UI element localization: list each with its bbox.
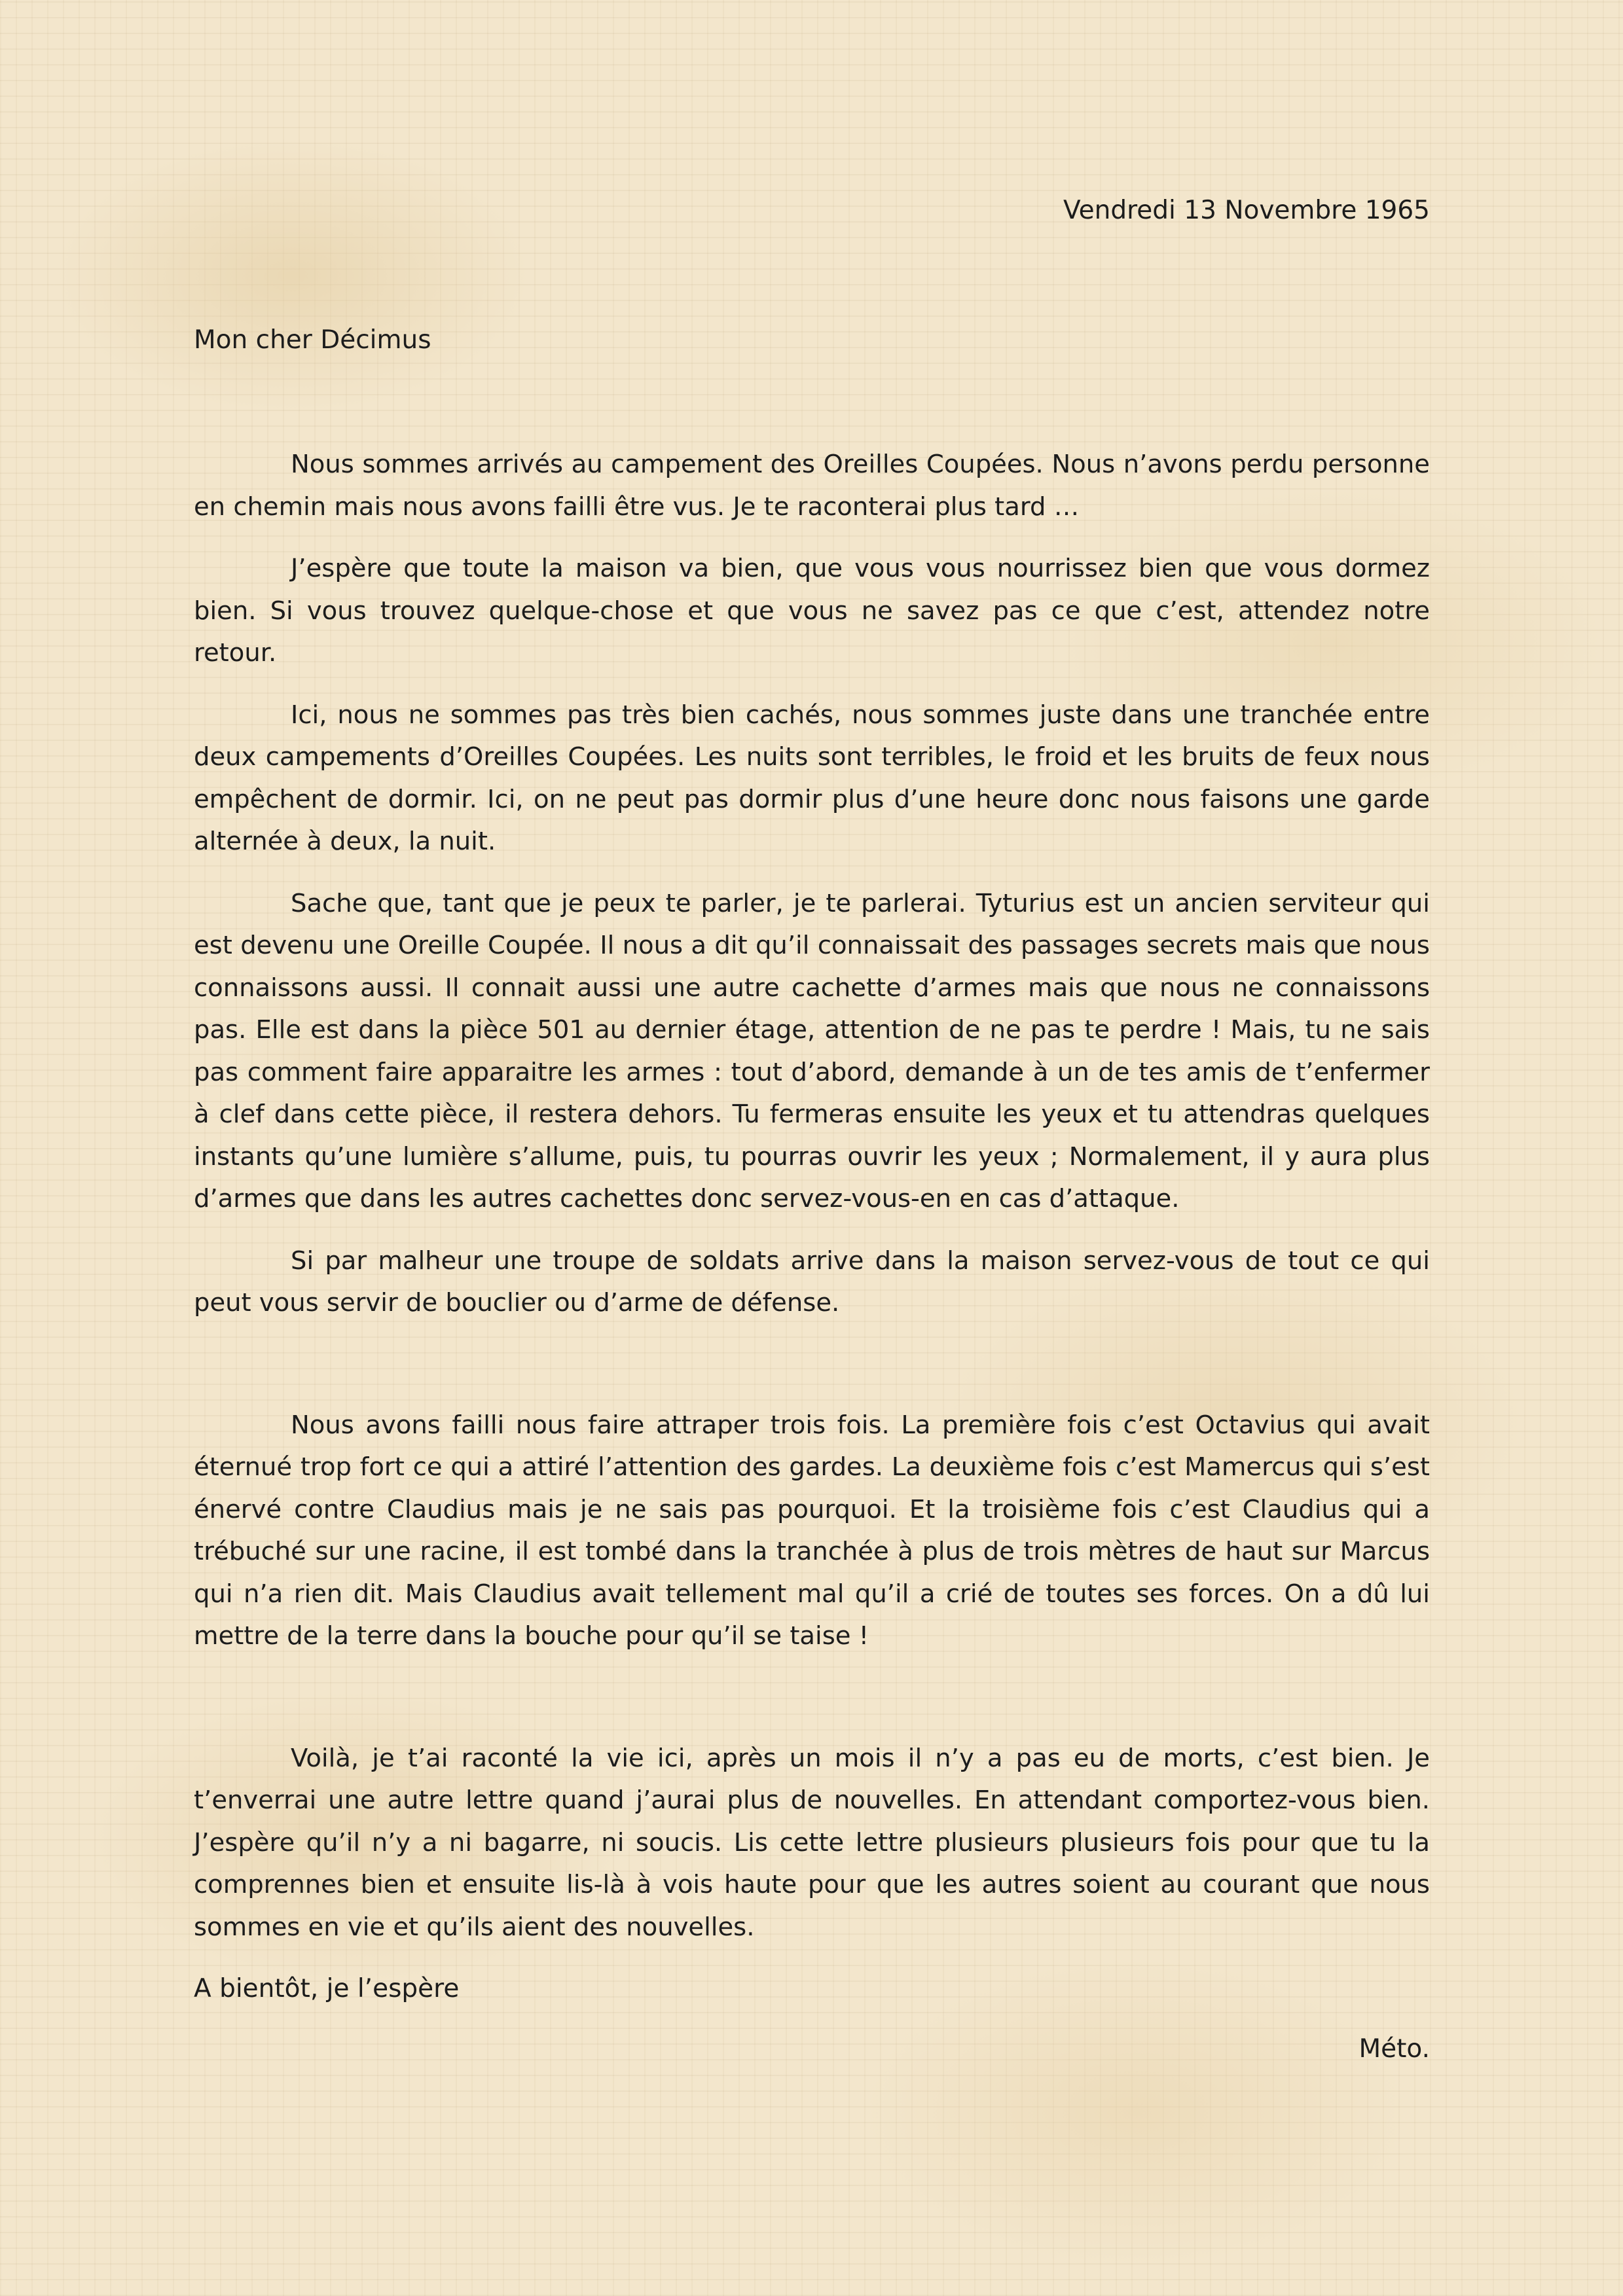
letter-salutation: Mon cher Décimus [194, 325, 431, 355]
letter-closing: A bientôt, je l’espère [194, 1974, 460, 2003]
letter-signature: Méto. [1359, 2034, 1430, 2064]
letter-date: Vendredi 13 Novembre 1965 [1063, 196, 1430, 225]
paragraph-trench: Ici, nous ne sommes pas très bien cachés, nous sommes juste dans une tranchée entre deux campements d’Oreilles Coupées. Les nuits sont terribles, le froid et les bruits de feux nous empêchent de dormir. Ici, on ne peut pas dormir plus d’une heure donc nous faisons une garde alternée à deux, la nuit. [194, 700, 1430, 856]
paragraph-defense: Si par malheur une troupe de soldats arrive dans la maison servez-vous de tout ce qui peut vous servir de bouclier ou d’arme de défense. [194, 1246, 1430, 1318]
letter-body [194, 190, 1430, 2070]
paragraph-tyturius: Sache que, tant que je peux te parler, je te parlerai. Tyturius est un ancien serviteur qui est devenu une Oreille Coupée. Il nous a dit qu’il connaissait des passages secrets mais que nous connaissons aussi. Il connait aussi une autre cachette d’armes mais que nous ne connaissons pas. Elle est dans la pièce 501 au dernier étage, attention de ne pas te perdre ! Mais, tu ne sais pas comment faire apparaitre les armes : tout d’abord, demande à un de tes amis de t’enfermer à clef dans cette pièce, il restera dehors. Tu fermeras ensuite les yeux et tu attendras quelques instants qu’une lumière s’allume, puis, tu pourras ouvrir les yeux ; Normalement, il y aura plus d’armes que dans les autres cachettes donc servez-vous-en en cas d’attaque. [194, 888, 1430, 1213]
paragraph-arrival: Nous sommes arrivés au campement des Oreilles Coupées. Nous n’avons perdu personne en chemin mais nous avons failli être vus. Je te raconterai plus tard … [194, 450, 1430, 522]
paragraph-near-misses: Nous avons failli nous faire attraper trois fois. La première fois c’est Octavius qui avait éternué trop fort ce qui a attiré l’attention des gardes. La deuxième fois c’est Mamercus qui s’est énervé contre Claudius mais je ne sais pas pourquoi. Et la troisième fois c’est Claudius qui a trébuché sur une racine, il est tombé dans la tranchée à plus de trois mètres de haut sur Marcus qui n’a rien dit. Mais Claudius avait tellement mal qu’il a crié de toutes ses forces. On a dû lui mettre de la terre dans la bouche pour qu’il se taise ! [194, 1410, 1430, 1651]
paragraph-closing-news: Voilà, je t’ai raconté la vie ici, après un mois il n’y a pas eu de morts, c’est bien. Je t’enverrai une autre lettre quand j’aurai plus de nouvelles. En attendant comportez-vous bien. J’espère qu’il n’y a ni bagarre, ni soucis. Lis cette lettre plusieurs plusieurs fois pour que tu la comprennes bien et ensuite lis-là à vois haute pour que les autres soient au courant que nous sommes en vie et qu’ils aient des nouvelles. [194, 1743, 1430, 1942]
paragraph-household: J’espère que toute la maison va bien, que vous vous nourrissez bien que vous dormez bien. Si vous trouvez quelque-chose et que vous ne savez pas ce que c’est, attendez notre retour. [194, 554, 1430, 668]
